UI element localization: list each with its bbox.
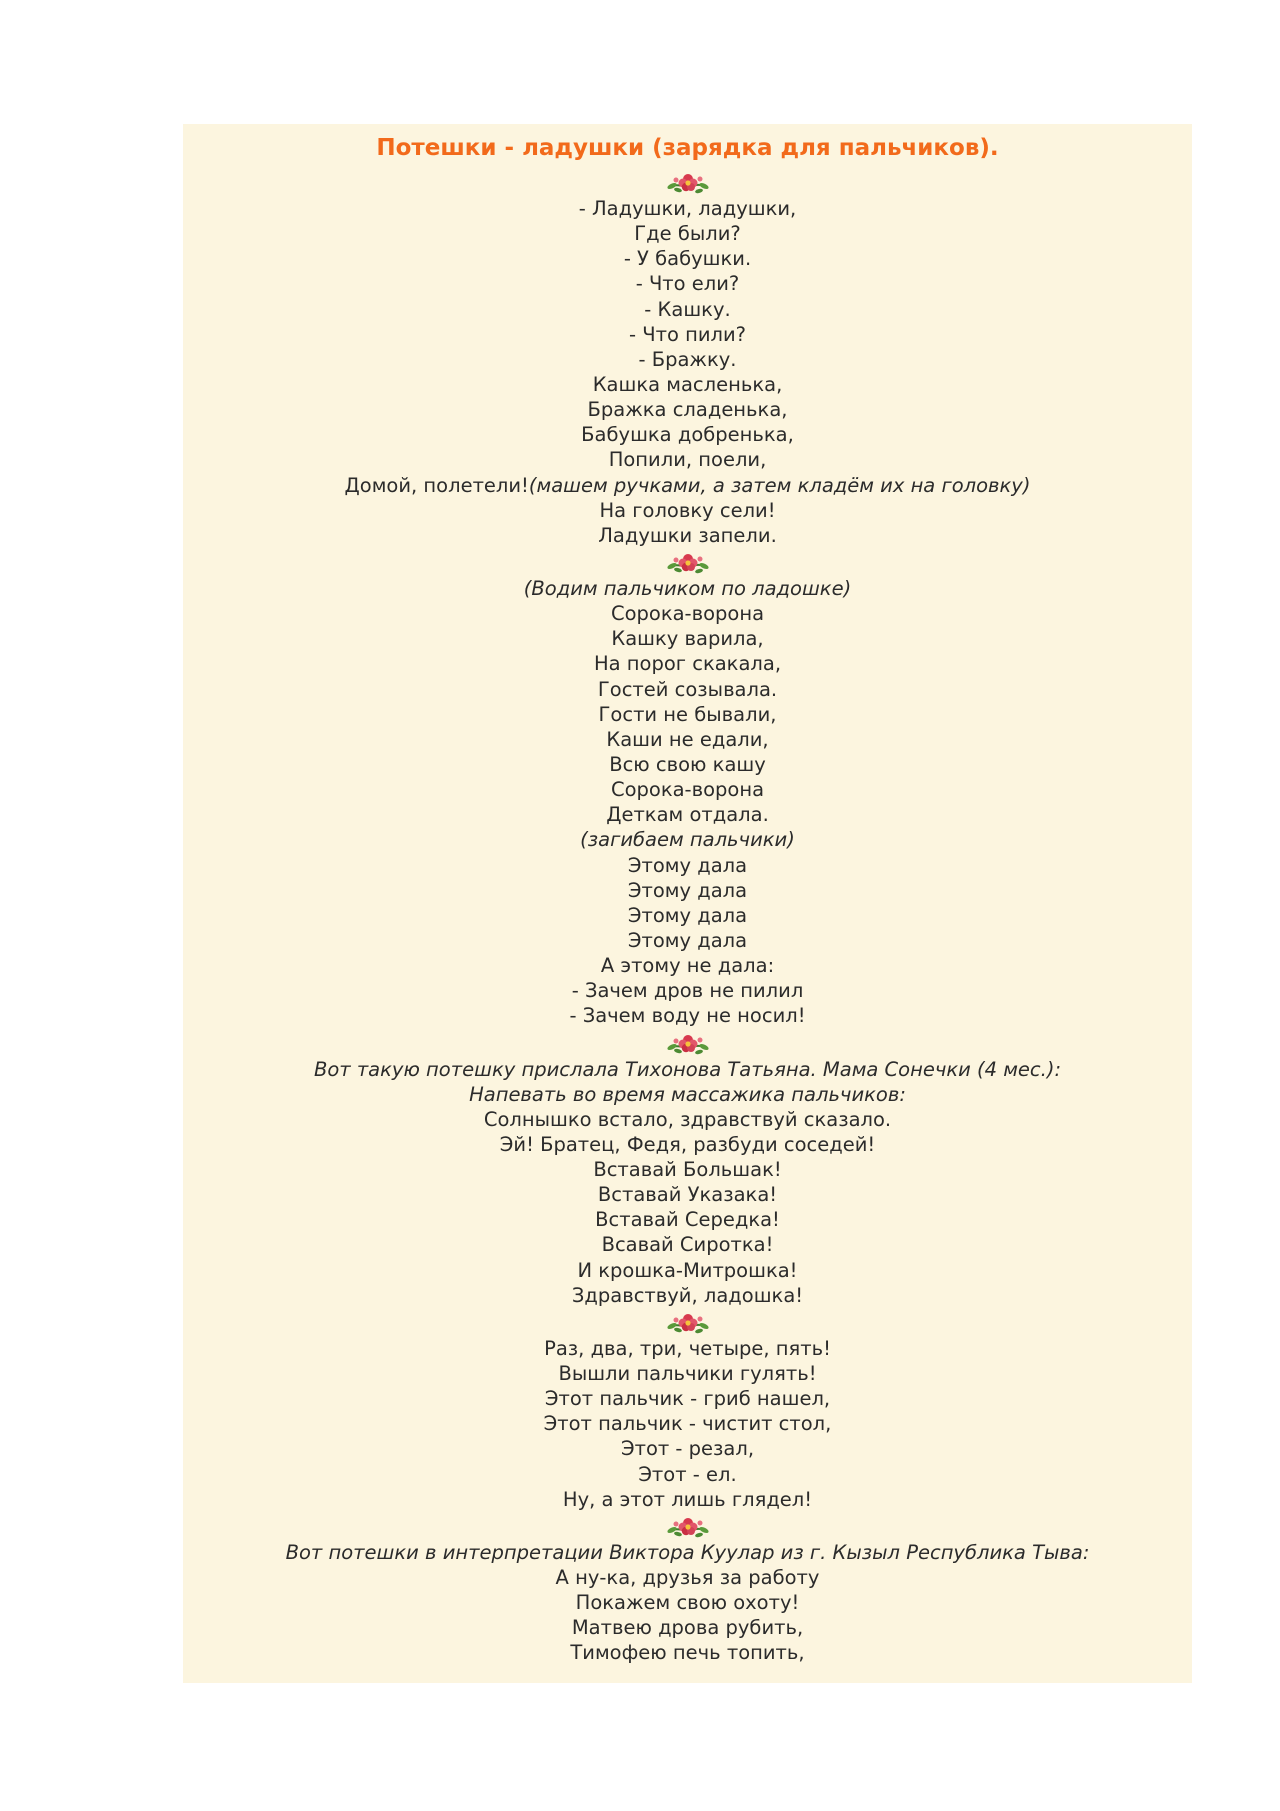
verse-line: Бабушка добренька,	[581, 423, 794, 447]
flower-divider-icon	[183, 1512, 1192, 1540]
verse-line-with-note	[183, 473, 1192, 498]
verse-text: Домой, полетели!	[344, 473, 529, 497]
verse-line: Этому дала	[627, 853, 748, 877]
verse-line: Гости не бывали,	[598, 702, 777, 726]
verse-line: Каши не едали,	[606, 727, 769, 751]
verse-line: Вставай Середка!	[595, 1208, 780, 1232]
verse-line: Этот - резал,	[620, 1437, 755, 1461]
verse-line: Тимофею печь топить,	[570, 1641, 805, 1665]
verse-line: Здравствуй, ладошка!	[571, 1283, 804, 1307]
verse-line: Кашку варила,	[611, 627, 764, 651]
verse-line: Этому дала	[627, 903, 748, 927]
instruction-note: Вот такую потешку прислала Тихонова Татьяна. Мама Сонечки (4 мес.):	[313, 1057, 1062, 1081]
verse-line: - Что ели?	[635, 272, 740, 296]
verse-line: Гостей созывала.	[597, 677, 778, 701]
flower-divider-icon	[183, 1029, 1192, 1057]
verse-line: Где были?	[634, 222, 741, 246]
verse-line: - Зачем дров не пилил	[571, 979, 804, 1003]
verse-line: Вставай Большак!	[593, 1158, 782, 1182]
instruction-note: (машем ручками, а затем кладём их на головку)	[528, 473, 1031, 497]
verse-line: Бражка сладенька,	[587, 398, 788, 422]
content-panel	[183, 124, 1192, 1683]
flower-divider-icon	[183, 1308, 1192, 1336]
flower-divider-icon	[183, 548, 1192, 576]
verse-line: Покажем свою охоту!	[575, 1591, 800, 1615]
verse-line: - У бабушки.	[623, 247, 752, 271]
verse-line: Раз, два, три, четыре, пять!	[544, 1336, 831, 1360]
instruction-note: (загибаем пальчики)	[580, 828, 795, 852]
verse-line: И крошка-Митрошка!	[577, 1258, 798, 1282]
verse-line: Всю свою кашу	[609, 752, 766, 776]
verse-line: - Кашку.	[644, 297, 731, 321]
verse-line: Этот пальчик - чистит стол,	[543, 1412, 832, 1436]
verse-line: Попили, поели,	[608, 448, 767, 472]
verse-line: Этот пальчик - гриб нашел,	[544, 1387, 831, 1411]
verse-raz-dva-tri	[183, 1336, 1192, 1512]
verse-line: Деткам отдала.	[606, 803, 769, 827]
verse-line: - Зачем воду не носил!	[569, 1004, 806, 1028]
verse-solnyshko	[183, 1057, 1192, 1308]
verse-line: Сорока-ворона	[610, 778, 765, 802]
verse-line: Всавай Сиротка!	[601, 1233, 774, 1257]
verse-line: Матвею дрова рубить,	[571, 1616, 804, 1640]
verse-line: Этому дала	[627, 928, 748, 952]
verse-line: Кашка масленька,	[592, 372, 783, 396]
instruction-note: Вот потешки в интерпретации Виктора Куулар из г. Кызыл Республика Тыва:	[285, 1540, 1090, 1564]
verse-line: А ну-ка, друзья за работу	[555, 1566, 820, 1590]
verse-ladushki	[183, 196, 1192, 548]
verse-line: - Что пили?	[629, 322, 746, 346]
flower-divider-icon	[183, 168, 1192, 196]
verse-line: А этому не дала:	[600, 954, 775, 978]
verse-line: Солнышко встало, здравствуй сказало.	[483, 1107, 892, 1131]
verse-line: Сорока-ворона	[610, 602, 765, 626]
verse-line: - Бражку.	[638, 347, 737, 371]
instruction-note: (Водим пальчиком по ладошке)	[523, 576, 852, 600]
instruction-note: Напевать во время массажика пальчиков:	[469, 1082, 906, 1106]
verse-line: Ну, а этот лишь глядел!	[562, 1487, 813, 1511]
verse-line: Ладушки запели.	[598, 523, 777, 547]
verse-line: Вставай Указака!	[597, 1183, 778, 1207]
verse-soroka	[183, 576, 1192, 1029]
verse-line: На порог скакала,	[593, 652, 782, 676]
verse-line: Этот - ел.	[638, 1462, 737, 1486]
verse-kuular	[183, 1540, 1192, 1666]
verse-line: Эй! Братец, Федя, разбуди соседей!	[499, 1132, 876, 1156]
page-title: Потешки - ладушки (зарядка для пальчиков).	[376, 135, 999, 161]
verse-line: Вышли пальчики гулять!	[558, 1362, 817, 1386]
verse-line: На головку сели!	[599, 498, 776, 522]
verse-line: Этому дала	[627, 878, 748, 902]
verse-line: - Ладушки, ладушки,	[578, 197, 797, 220]
